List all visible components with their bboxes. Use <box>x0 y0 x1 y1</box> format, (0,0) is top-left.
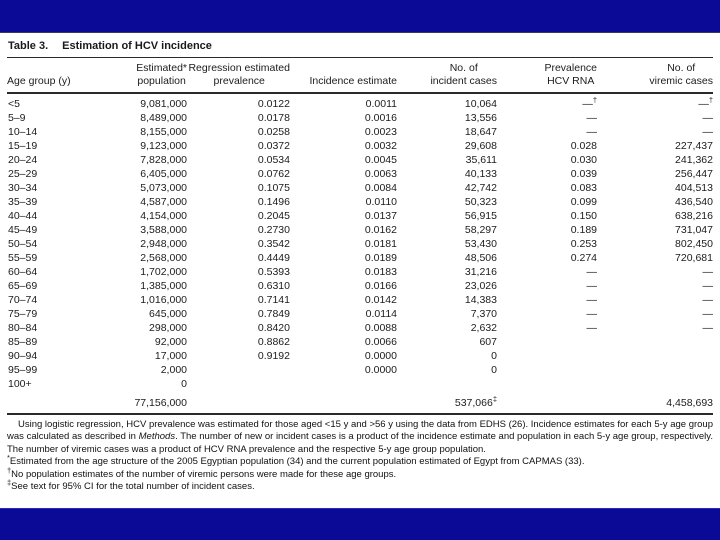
table-cell: 0.0045 <box>364 154 397 166</box>
col-header-population: Estimated* population <box>107 58 187 93</box>
table-cell <box>187 391 290 413</box>
table-cell: 92,000 <box>154 336 187 348</box>
table-cell: 0.0114 <box>365 308 397 320</box>
table-bottom-rule <box>7 413 713 415</box>
table-cell: 9,081,000 <box>140 98 187 110</box>
table-row <box>7 265 713 279</box>
table-cell: 0.0016 <box>364 112 397 124</box>
table-cell: 2,948,000 <box>140 238 187 250</box>
table-cell: 40–44 <box>8 210 38 222</box>
table-cell: 50–54 <box>8 238 38 250</box>
table-cell: 0.9192 <box>257 350 290 362</box>
table-cell: 14,383 <box>464 294 497 306</box>
table-cell: 0.0162 <box>364 224 397 236</box>
table-cell: 638,216 <box>675 210 713 222</box>
col-header-hcv-rna-prevalence: Prevalence HCV RNA <box>497 58 597 93</box>
table-cell: 0.0142 <box>364 294 397 306</box>
table-cell: 95–99 <box>8 364 38 376</box>
table-row <box>7 93 713 111</box>
footnote-general: Using logistic regression, HCV prevalence was estimated for those aged <15 y and >56 y using the data from EDHS (26). Incidence estimates for each 5-y age group was calculated as described in Methods. The number of new or incident cases is a product of the incidence estimate and population in each 5-y age group, respectively. The number of viremic cases was a product of HCV RNA prevalence and the respective 5-y age group population. <box>7 419 713 455</box>
table-cell: 75–79 <box>8 308 38 320</box>
table-cell: 29,608 <box>464 140 497 152</box>
table-cell: 100+ <box>8 378 32 390</box>
table-cell: —† <box>698 95 713 110</box>
table-cell: 53,430 <box>464 238 497 250</box>
table-cell: 0.7849 <box>257 308 290 320</box>
table-cell: 1,702,000 <box>140 266 187 278</box>
table-row <box>7 363 713 377</box>
table-cell: 227,437 <box>675 140 713 152</box>
table-cell: 0.0178 <box>257 112 290 124</box>
table-cell: 3,588,000 <box>140 224 187 236</box>
table-cell: 0.0122 <box>257 98 290 110</box>
table-cell: 731,047 <box>675 224 713 236</box>
table-cell: 0.0084 <box>364 182 397 194</box>
table-cell: 0.8420 <box>257 322 290 334</box>
table-cell: 48,506 <box>464 252 497 264</box>
table-cell: 55–59 <box>8 252 38 264</box>
table-cell: 8,489,000 <box>140 112 187 124</box>
table-cell: 90–94 <box>8 350 38 362</box>
table-row <box>7 307 713 321</box>
table-cell: 15–19 <box>8 140 38 152</box>
table-cell: — <box>702 308 713 320</box>
table-cell: 0.8862 <box>257 336 290 348</box>
table-cell <box>187 363 290 377</box>
table-row <box>7 377 713 391</box>
table-cell: 1,385,000 <box>140 280 187 292</box>
table-cell: 58,297 <box>464 224 497 236</box>
table-cell: 2,000 <box>160 364 187 376</box>
table-cell: 0.1075 <box>257 182 290 194</box>
table-cell: 0.0166 <box>364 280 397 292</box>
table-cell: 436,540 <box>675 196 713 208</box>
table-row <box>7 251 713 265</box>
table-cell <box>597 377 713 391</box>
table-cell: 0.0000 <box>364 364 397 376</box>
table-cell: 23,026 <box>464 280 497 292</box>
table-cell: 13,556 <box>464 112 497 124</box>
table-cell: 0.7141 <box>257 294 290 306</box>
footnote-asterisk: *Estimated from the age structure of the 2005 Egyptian population (34) and the current population estimated of Egypt from CAPMAS (33). <box>7 453 585 468</box>
table-cell: 50,323 <box>464 196 497 208</box>
table-cell: 10,064 <box>464 98 497 110</box>
table-cell: — <box>586 308 597 320</box>
table-cell: — <box>586 112 597 124</box>
col-header-age-group: Age group (y) <box>7 58 107 93</box>
table-cell: 0.099 <box>570 196 597 208</box>
col-header-viremic-cases: No. of viremic cases <box>597 58 713 93</box>
table-cell: 256,447 <box>675 168 713 180</box>
table-cell: 0.0110 <box>365 196 397 208</box>
table-cell: — <box>586 126 597 138</box>
table-cell: 0 <box>491 364 497 376</box>
col-header-regression-prevalence: Regression estimated prevalence <box>187 58 290 93</box>
table-cell: 241,362 <box>675 154 713 166</box>
table-cell: 70–74 <box>8 294 38 306</box>
table-cell: 4,154,000 <box>140 210 187 222</box>
table-cell: — <box>702 294 713 306</box>
table-cell: 2,632 <box>470 322 497 334</box>
col-header-incident-cases: No. of incident cases <box>397 58 497 93</box>
table-cell: 0.2730 <box>257 224 290 236</box>
table-cell: 0.0000 <box>364 350 397 362</box>
table-cell: 0.0183 <box>364 266 397 278</box>
table-cell: —† <box>582 95 597 110</box>
table-cell: 0.5393 <box>257 266 290 278</box>
table-cell: 4,458,693 <box>666 397 713 409</box>
table-cell: 5,073,000 <box>140 182 187 194</box>
table-row <box>7 111 713 125</box>
table-row <box>7 195 713 209</box>
table-cell: 85–89 <box>8 336 38 348</box>
table-cell: 0.274 <box>570 252 597 264</box>
table-cell: 0.0181 <box>364 238 397 250</box>
table-cell: 0.0023 <box>364 126 397 138</box>
table-cell <box>597 349 713 363</box>
slide-bottom-bar <box>0 508 720 540</box>
table-cell: 0.0066 <box>364 336 397 348</box>
table-cell: 25–29 <box>8 168 38 180</box>
col-header-incidence-estimate: Incidence estimate <box>290 58 397 93</box>
table-cell: 18,647 <box>464 126 497 138</box>
table-row <box>7 321 713 335</box>
table-cell: 645,000 <box>149 308 187 320</box>
table-cell <box>597 363 713 377</box>
table-cell: 404,513 <box>675 182 713 194</box>
table-cell <box>497 349 597 363</box>
table-cell: 0.0534 <box>257 154 290 166</box>
table-cell: — <box>702 322 713 334</box>
table-cell: 0.0088 <box>364 322 397 334</box>
table-row <box>7 293 713 307</box>
table-cell: — <box>586 322 597 334</box>
table-cell: — <box>586 266 597 278</box>
table-cell: 607 <box>479 336 497 348</box>
table-title <box>7 37 713 57</box>
table-cell <box>497 391 597 413</box>
table-cell: 30–34 <box>8 182 38 194</box>
table-cell: 0.189 <box>570 224 597 236</box>
table-cell: 17,000 <box>154 350 187 362</box>
table-cell: 56,915 <box>464 210 497 222</box>
table-cell: 0.0011 <box>365 98 397 110</box>
table-cell: — <box>702 266 713 278</box>
table-cell: 0.6310 <box>257 280 290 292</box>
table-cell: 0.253 <box>570 238 597 250</box>
table-cell: 7,828,000 <box>140 154 187 166</box>
table-row <box>7 279 713 293</box>
methods-italic: Methods <box>138 431 176 443</box>
table-cell <box>497 363 597 377</box>
table-cell: 80–84 <box>8 322 38 334</box>
table-row <box>7 209 713 223</box>
table-cell: 0.0063 <box>364 168 397 180</box>
table-row <box>7 125 713 139</box>
table-cell: 35–39 <box>8 196 38 208</box>
table-cell: 45–49 <box>8 224 38 236</box>
table-cell: 0.030 <box>570 154 597 166</box>
table-cell: 2,568,000 <box>140 252 187 264</box>
paper-table-panel <box>0 33 720 508</box>
table-cell: 0.0258 <box>257 126 290 138</box>
table-total-row <box>7 391 713 413</box>
footnote-double-dagger: ‡See text for 95% CI for the total number of incident cases. <box>7 477 255 493</box>
table-cell: 31,216 <box>464 266 497 278</box>
table-cell: 0 <box>181 378 187 390</box>
table-cell: 0.0762 <box>257 168 290 180</box>
table-header <box>7 58 713 93</box>
table-cell: 0.039 <box>570 168 597 180</box>
table-cell: 0.0137 <box>364 210 397 222</box>
table-number-label: Table 3. <box>8 40 49 52</box>
table-cell <box>597 335 713 349</box>
table-cell: 0.0189 <box>364 252 397 264</box>
table-cell <box>187 377 290 391</box>
table-cell <box>497 377 597 391</box>
table-cell: 1,016,000 <box>140 294 187 306</box>
table-row <box>7 139 713 153</box>
table-row <box>7 349 713 363</box>
table-cell: 0.3542 <box>257 238 290 250</box>
table-cell: 6,405,000 <box>140 168 187 180</box>
table-cell: — <box>586 280 597 292</box>
table-cell: 537,066‡ <box>454 394 497 409</box>
table-row <box>7 237 713 251</box>
table-row <box>7 167 713 181</box>
table-cell: 65–69 <box>8 280 38 292</box>
table-cell: 0.150 <box>570 210 597 222</box>
table-cell: 0.0032 <box>364 140 397 152</box>
table-cell: 298,000 <box>149 322 187 334</box>
table-cell: 35,611 <box>465 154 497 166</box>
table-cell: — <box>702 112 713 124</box>
table-cell: 0 <box>491 350 497 362</box>
table-cell: 0.2045 <box>257 210 290 222</box>
footnote-dagger: †No population estimates of the number of viremic persons were made for these age groups. <box>7 465 397 480</box>
table-row <box>7 181 713 195</box>
table-cell: 720,681 <box>675 252 713 264</box>
table-cell <box>7 391 107 413</box>
footnotes <box>7 419 713 493</box>
table-title-text: Estimation of HCV incidence <box>62 40 212 52</box>
table-cell: — <box>702 280 713 292</box>
hcv-incidence-table <box>7 58 713 413</box>
slide-top-bar <box>0 0 720 33</box>
table-cell: 0.028 <box>570 140 597 152</box>
table-cell <box>497 335 597 349</box>
table-cell <box>290 391 397 413</box>
table-cell: 20–24 <box>8 154 38 166</box>
table-cell: 8,155,000 <box>140 126 187 138</box>
table-cell: 0.0372 <box>257 140 290 152</box>
table-cell: — <box>586 294 597 306</box>
table-cell: 0.4449 <box>257 252 290 264</box>
table-cell: 0.083 <box>570 182 597 194</box>
table-cell: 40,133 <box>464 168 497 180</box>
table-cell: 42,742 <box>464 182 497 194</box>
table-cell: 9,123,000 <box>140 140 187 152</box>
table-cell: 0.1496 <box>257 196 290 208</box>
table-cell: 802,450 <box>675 238 713 250</box>
table-body <box>7 93 713 413</box>
table-cell: 5–9 <box>8 112 26 124</box>
table-cell: <5 <box>8 98 20 110</box>
table-cell: — <box>702 126 713 138</box>
table-cell: 60–64 <box>8 266 38 278</box>
header-row <box>7 58 713 93</box>
table-cell: 4,587,000 <box>140 196 187 208</box>
table-cell <box>290 377 397 391</box>
table-cell: 7,370 <box>470 308 497 320</box>
table-row <box>7 335 713 349</box>
table-row <box>7 223 713 237</box>
table-cell: 10–14 <box>8 126 38 138</box>
table-row <box>7 153 713 167</box>
table-cell: 77,156,000 <box>134 397 187 409</box>
table-cell <box>397 377 497 391</box>
